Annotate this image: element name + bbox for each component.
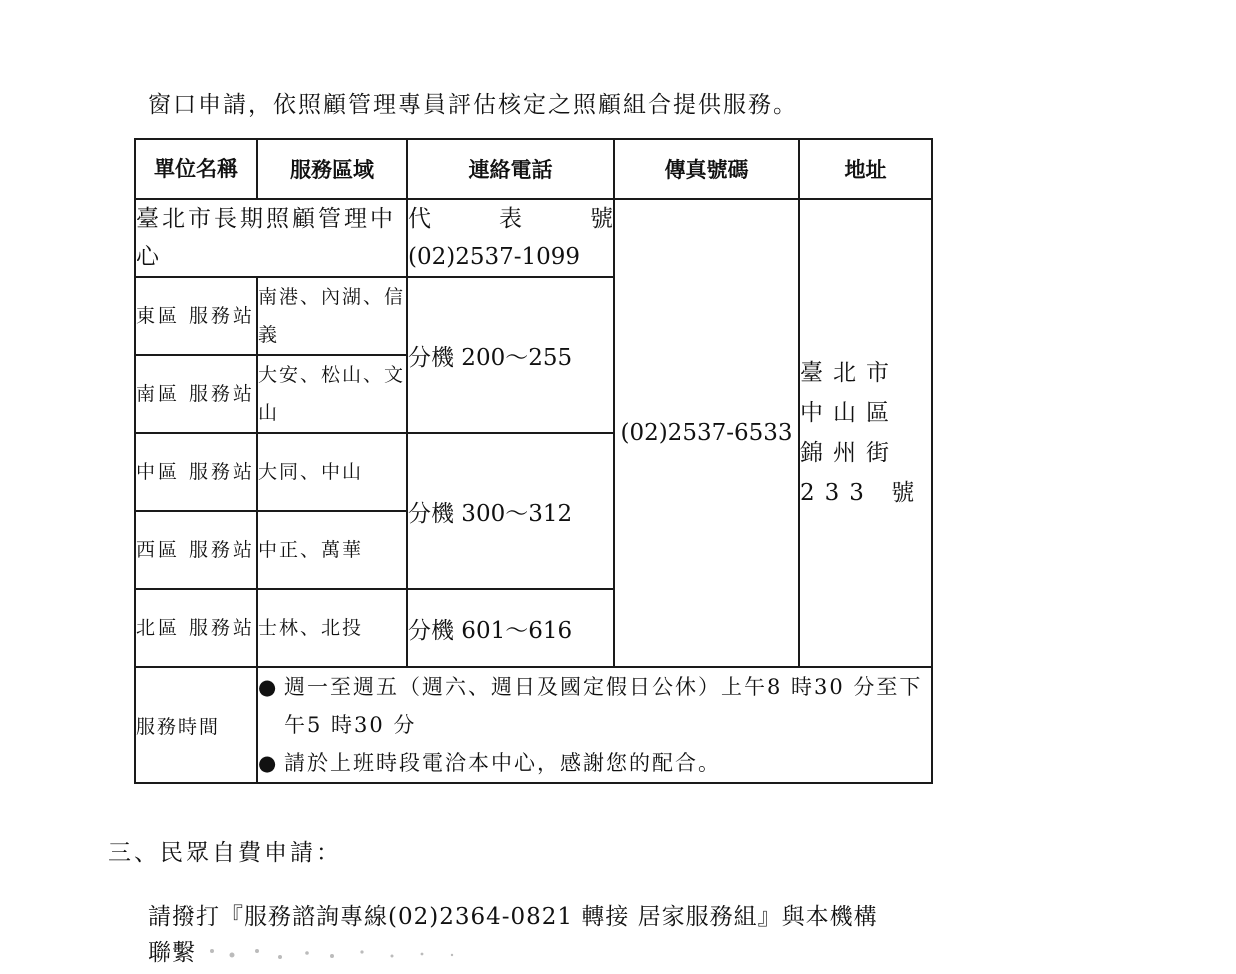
fax-number: (02)2537-6533 xyxy=(614,199,799,667)
header-unit: 單位名稱 xyxy=(135,139,257,199)
hours-cell xyxy=(257,667,932,783)
station-area: 大同、中山 xyxy=(257,433,407,511)
header-area: 服務區域 xyxy=(257,139,407,199)
extension-range: 分機 601～616 xyxy=(407,589,614,667)
address: 臺北市中山區錦州街233 號 xyxy=(799,199,932,667)
main-phone-label: 代 表 號 xyxy=(408,206,613,232)
bullet-icon: ● xyxy=(258,751,277,775)
station-name: 南區 服務站 xyxy=(135,355,257,433)
paragraph-line-1: 請撥打『服務諮詢專線(02)2364-0821 轉接 居家服務組』與本機構 xyxy=(148,904,878,930)
station-name: 東區 服務站 xyxy=(135,277,257,355)
station-area: 士林、北投 xyxy=(257,589,407,667)
header-address: 地址 xyxy=(799,139,932,199)
station-area: 南港、內湖、信義 xyxy=(257,277,407,355)
station-area: 大安、松山、文山 xyxy=(257,355,407,433)
main-phone-number: (02)2537-1099 xyxy=(408,244,581,270)
extension-range: 分機 300～312 xyxy=(407,433,614,589)
station-area: 中正、萬華 xyxy=(257,511,407,589)
bullet-icon: ● xyxy=(258,675,277,699)
table-row xyxy=(135,199,932,277)
hours-label: 服務時間 xyxy=(135,667,257,783)
center-name: 臺北市長期照顧管理中心 xyxy=(135,199,407,277)
hours-bullet: ● 請於上班時段電洽本中心，感謝您的配合。 xyxy=(258,744,931,782)
main-phone-cell xyxy=(407,199,614,277)
redacted-text-smudge xyxy=(202,939,472,969)
service-contact-table xyxy=(134,138,933,784)
station-name: 北區 服務站 xyxy=(135,589,257,667)
table-header-row xyxy=(135,139,932,199)
station-name: 中區 服務站 xyxy=(135,433,257,511)
section-title: 三、民眾自費申請： xyxy=(108,840,342,866)
header-fax: 傳真號碼 xyxy=(614,139,799,199)
hours-bullet: ● 週一至週五（週六、週日及國定假日公休）上午8 時30 分至下午5 時30 分 xyxy=(258,668,931,744)
extension-range: 分機 200～255 xyxy=(407,277,614,433)
table-row xyxy=(135,667,932,783)
header-phone: 連絡電話 xyxy=(407,139,614,199)
paragraph-line-2: 聯繫 xyxy=(148,934,472,969)
station-name: 西區 服務站 xyxy=(135,511,257,589)
intro-text: 窗口申請，依照顧管理專員評估核定之照顧組合提供服務。 xyxy=(148,92,798,118)
